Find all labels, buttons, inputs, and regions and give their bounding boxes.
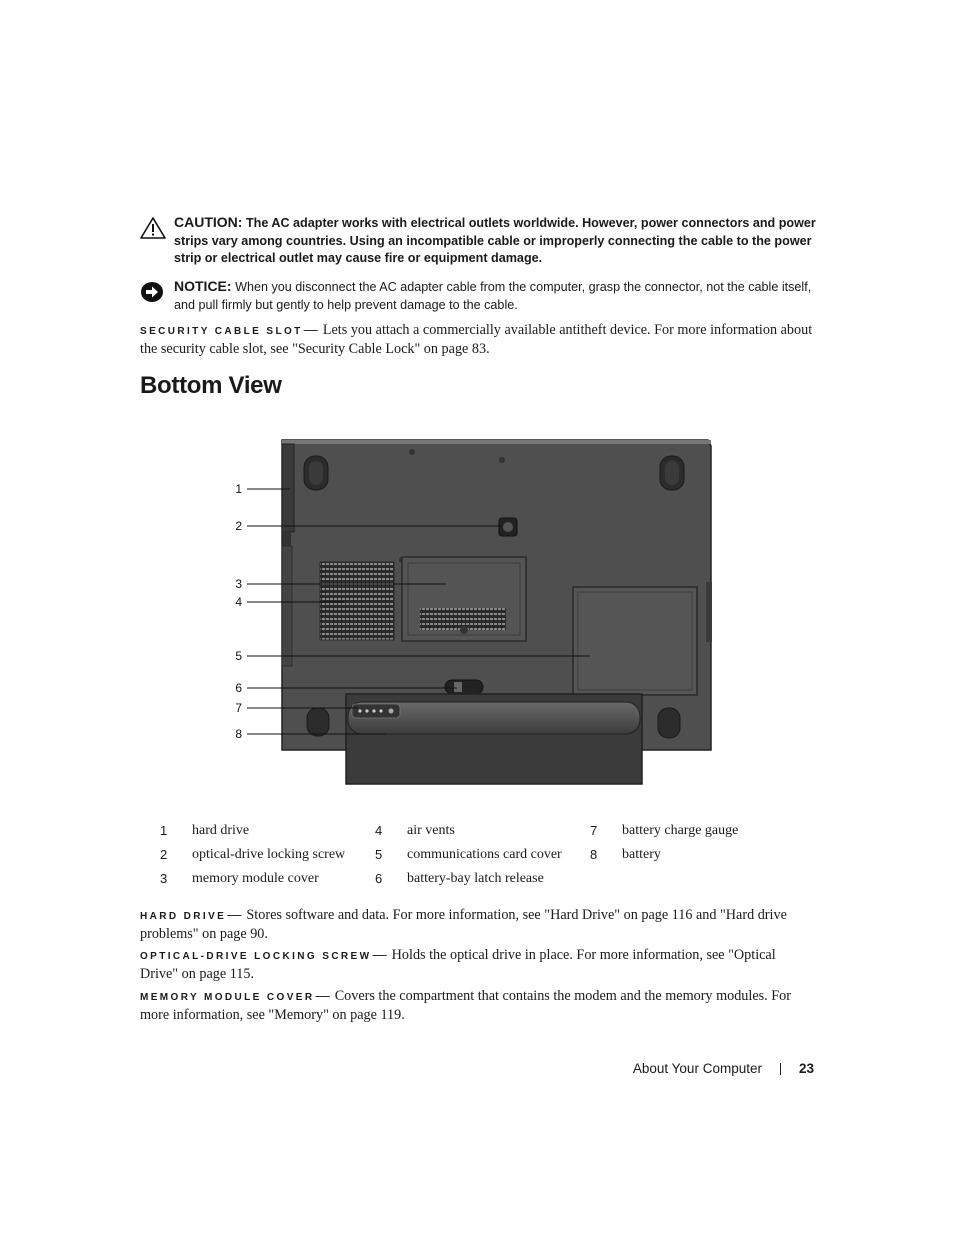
notice-body: When you disconnect the AC adapter cable from the computer, grasp the connector, not the cable itself, and pull firmly but gently to help prevent damage to the cable. [174,280,812,312]
security-slot-dash: — [303,322,318,338]
description-text: Holds the optical drive in place. For more information, see "Optical Drive" on page 115. [140,947,776,982]
description-term: OPTICAL-DRIVE LOCKING SCREW [140,951,372,962]
callout-2: 2 [235,519,242,533]
description-term: MEMORY MODULE COVER [140,992,315,1003]
legend-label: battery charge gauge [622,823,739,838]
footer-separator [780,1063,781,1075]
legend-label: communications card cover [407,847,562,862]
legend-number: 3 [160,871,168,886]
callout-1: 1 [235,482,242,496]
legend-label: optical-drive locking screw [192,847,346,862]
callout-8: 8 [235,727,242,741]
hard-drive-description [140,907,815,943]
description-text: Stores software and data. For more information, see "Hard Drive" on page 116 and "Hard drive problems" on page 90. [140,907,787,942]
bottom-view-figure [230,432,720,792]
callout-6: 6 [235,681,242,695]
legend-label: battery [622,847,661,862]
legend-number: 8 [590,847,598,862]
caution-text [174,214,820,268]
section-title: Bottom View [140,372,282,399]
legend-label: hard drive [192,823,250,838]
description-dash: — [315,988,330,1004]
description-term: HARD DRIVE [140,911,227,922]
warning-triangle-icon [140,216,166,240]
page-number: 23 [798,1061,814,1076]
security-slot-text: Lets you attach a commercially available antitheft device. For more information about the security cable slot, see "Security Cable Lock" on page 83. [140,322,813,357]
description-text: Covers the compartment that contains the modem and the memory modules. For more information, see "Memory" on page 119. [140,988,791,1023]
legend-number: 5 [375,847,383,862]
legend-number: 6 [375,871,383,886]
legend-label: battery-bay latch release [407,871,544,886]
memory-cover-description [140,988,815,1024]
legend-label: air vents [407,823,455,838]
laptop-bottom-illustration [230,432,720,792]
description-dash: — [372,947,387,963]
notice-label: NOTICE: [174,278,232,294]
optical-drive-screw-description [140,947,815,983]
notice-block [140,278,820,314]
legend-number: 7 [590,823,598,838]
legend-number: 2 [160,847,168,862]
caution-label: CAUTION: [174,214,243,230]
caution-notice [140,214,820,268]
page-footer [633,1061,814,1076]
legend-label: memory module cover [192,871,319,886]
description-dash: — [227,907,242,923]
notice-arrow-icon [140,280,166,304]
callout-4: 4 [235,595,242,609]
footer-section: About Your Computer [632,1061,762,1076]
notice-text [174,278,820,314]
caution-body: The AC adapter works with electrical outlets worldwide. However, power connectors and power strips vary among countries. Using an incompatible cable or improperly connecting the cable to the power strip or electrical outlet may cause fire or equipment damage. [174,216,816,265]
callout-7: 7 [235,701,242,715]
security-slot-paragraph [140,322,815,358]
callout-5: 5 [235,649,242,663]
legend-number: 1 [160,823,168,838]
legend-number: 4 [375,823,383,838]
security-slot-term: SECURITY CABLE SLOT [140,326,303,337]
callout-3: 3 [235,577,242,591]
